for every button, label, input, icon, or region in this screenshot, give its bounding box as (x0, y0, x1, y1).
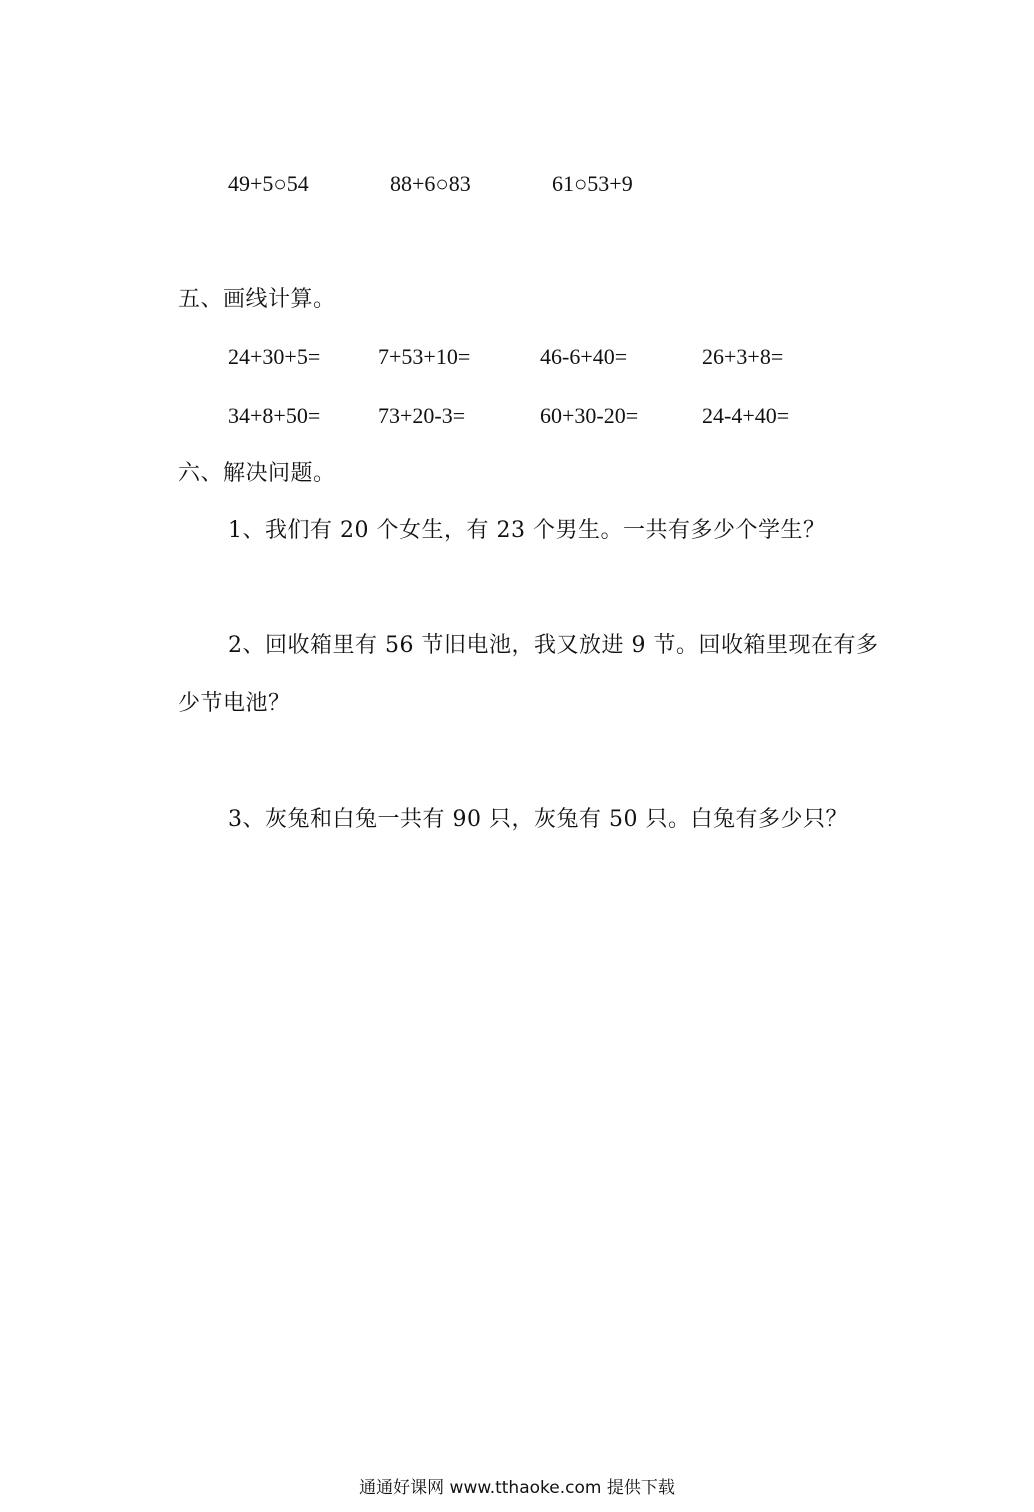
calc-r2-c3: 60+30-20= (540, 403, 639, 428)
calc-r1-c2: 7+53+10= (378, 344, 471, 369)
compare-item-3: 61○53+9 (552, 171, 633, 196)
problem-3: 3、灰兔和白兔一共有 90 只，灰兔有 50 只。白兔有多少只？ (228, 807, 848, 832)
compare-item-2: 88+6○83 (390, 171, 471, 196)
calc-r1-c4: 26+3+8= (702, 344, 784, 369)
section5-heading: 五、画线计算。 (178, 287, 336, 312)
problem-1: 1、我们有 20 个女生，有 23 个男生。一共有多少个学生？ (228, 518, 826, 543)
calc-r2-c2: 73+20-3= (378, 403, 466, 428)
compare-item-1: 49+5○54 (228, 171, 309, 196)
problem-2-line-2: 少节电池？ (178, 691, 291, 716)
problem-2-line-1: 2、回收箱里有 56 节旧电池，我又放进 9 节。回收箱里现在有多 (228, 633, 879, 658)
calc-r2-c1: 34+8+50= (228, 403, 321, 428)
calc-r1-c1: 24+30+5= (228, 344, 321, 369)
calc-r1-c3: 46-6+40= (540, 344, 628, 369)
calc-r2-c4: 24-4+40= (702, 403, 790, 428)
page-footer: 通通好课网 www.tthaoke.com 提供下载 (359, 1478, 675, 1498)
section6-heading: 六、解决问题。 (178, 461, 336, 486)
